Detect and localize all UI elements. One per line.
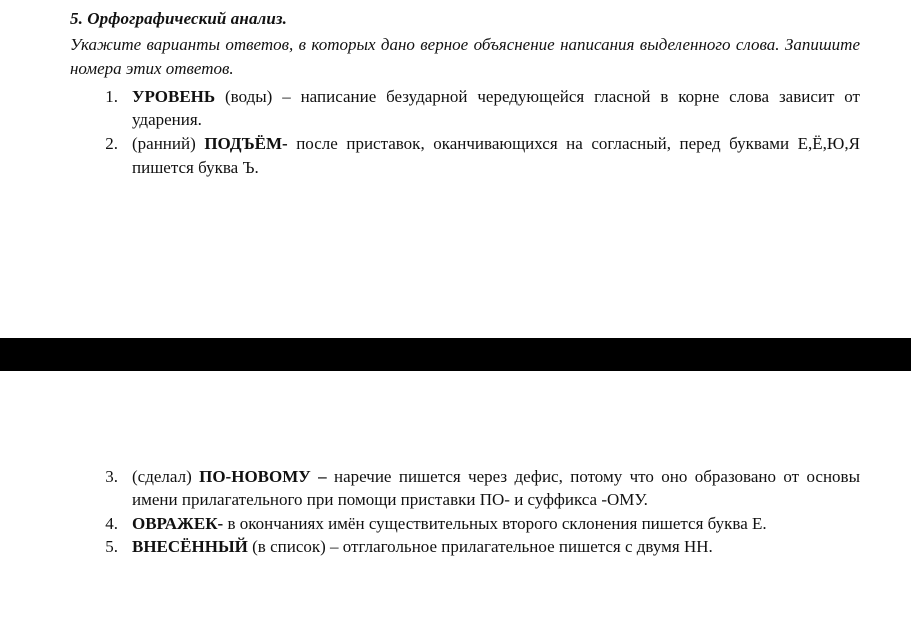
task-block-bottom — [70, 465, 860, 559]
list-item-text: (воды) – написание безударной чередующейся гласной в корне слова зависит от ударения. — [132, 86, 860, 129]
list-item-number: 3. — [105, 467, 118, 486]
answers-list-top — [70, 85, 860, 180]
task-block-top — [70, 8, 860, 180]
list-item — [70, 512, 860, 535]
list-item-keyword: ПОДЪЁМ- — [204, 134, 288, 154]
list-item-text: наречие пишется через дефис, потому что оно образовано от основы имени прилагательного при помощи приставки ПО- и суффикса -ОМУ. — [132, 467, 860, 510]
list-item-keyword: ПО-НОВОМУ – — [199, 467, 327, 486]
task-instruction: Укажите варианты ответов, в которых дано верное объяснение написания выделенного слова. Запишите номера этих ответов. — [70, 34, 860, 78]
list-item — [70, 85, 860, 132]
list-item-keyword: ОВРАЖЕК- — [132, 513, 224, 533]
page-title: 5. Орфографический анализ. — [70, 9, 288, 28]
list-item — [70, 535, 860, 558]
list-item-text: в окончаниях имён существительных второго склонения пишется буква Е. — [223, 513, 767, 533]
redacted-black-bar — [0, 338, 911, 371]
list-item-number: 4. — [105, 513, 118, 533]
list-item — [70, 465, 860, 512]
list-item-number: 1. — [105, 86, 118, 106]
list-item-keyword: ВНЕСЁННЫЙ — [132, 537, 248, 557]
list-item-prefix: (сделал) — [132, 467, 200, 486]
list-item — [70, 132, 860, 179]
list-item-number: 2. — [105, 134, 118, 154]
list-item-text: (в список) – отглагольное прилагательное пишется с двумя НН. — [247, 537, 713, 557]
answers-list-bottom — [70, 465, 860, 559]
list-item-prefix: (ранний) — [132, 134, 205, 154]
list-item-number: 5. — [105, 537, 118, 557]
list-item-keyword: УРОВЕНЬ — [132, 86, 216, 106]
list-item-text: после приставок, оканчивающихся на согласный, перед буквами Е,Ё,Ю,Я пишется буква Ъ. — [132, 134, 860, 177]
